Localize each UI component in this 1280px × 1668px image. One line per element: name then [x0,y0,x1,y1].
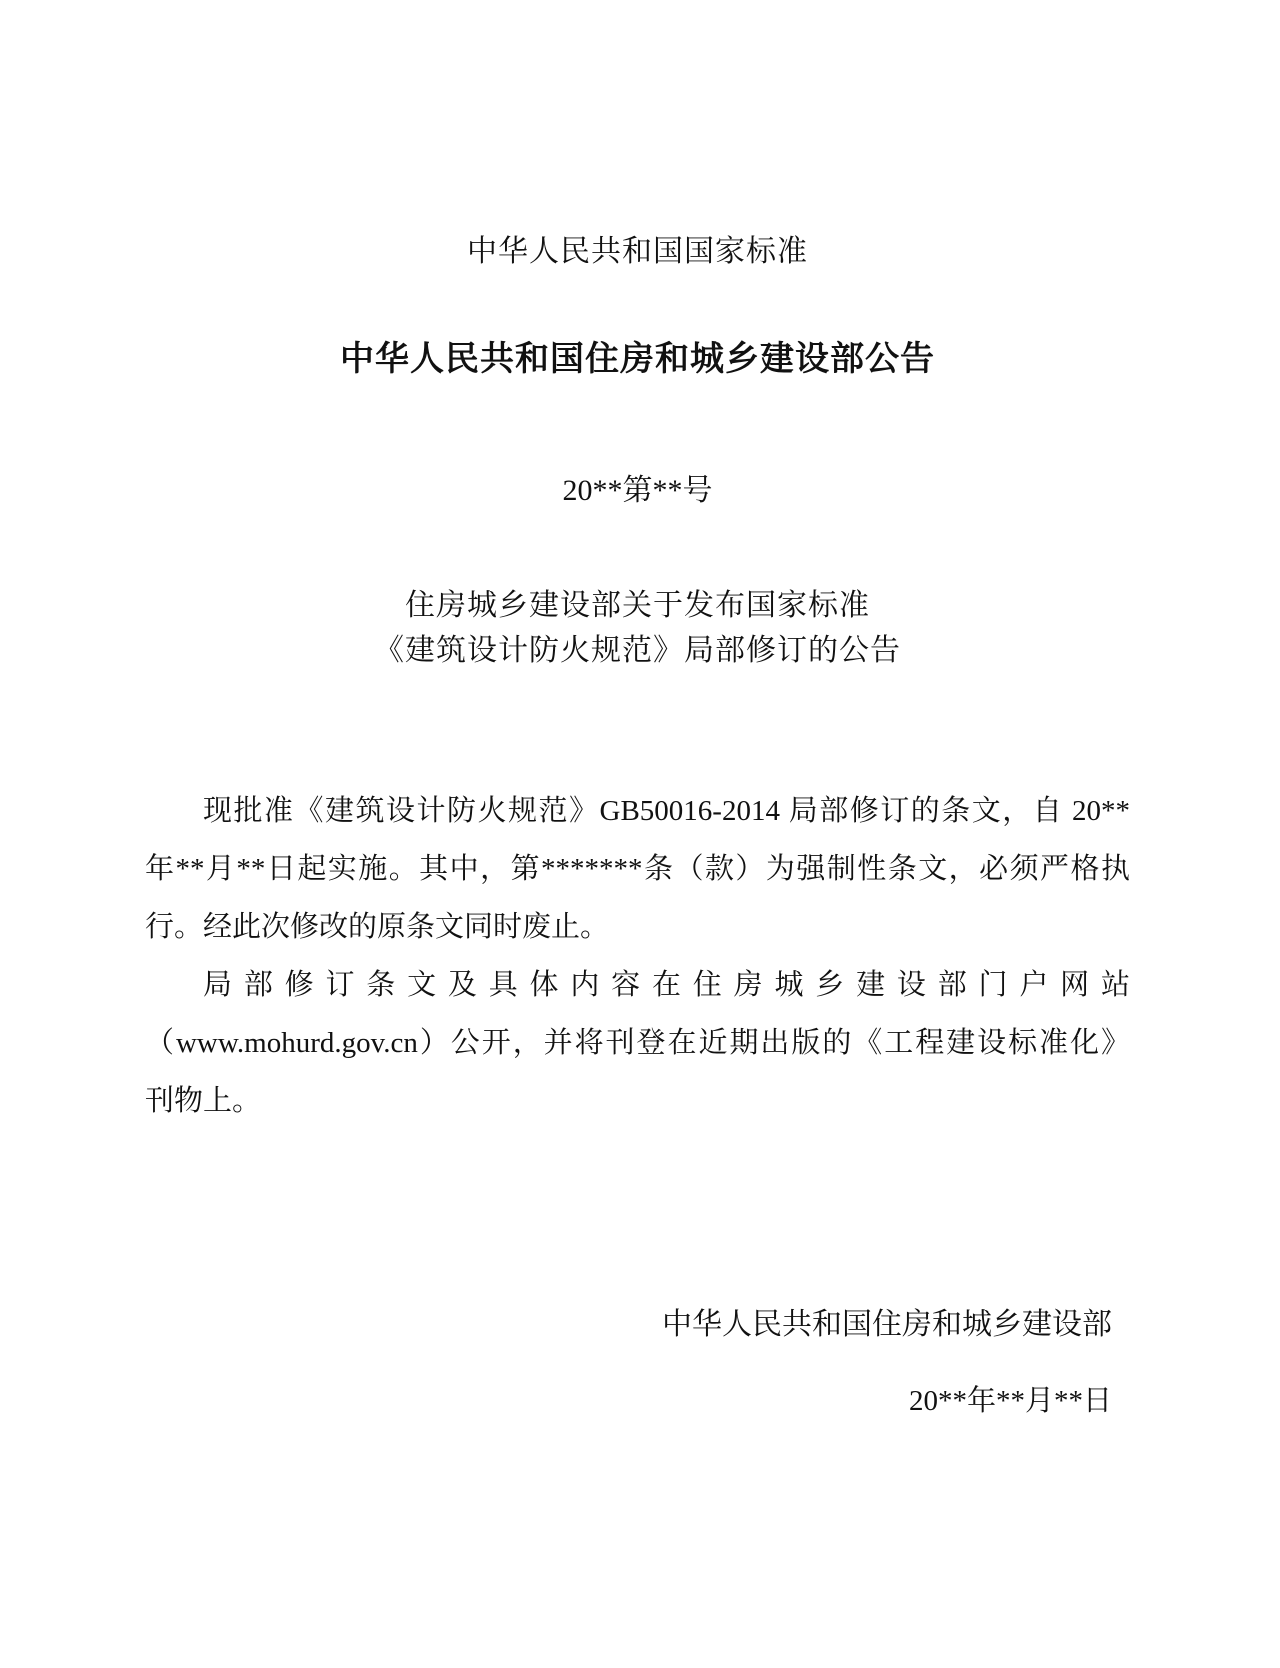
announcement-subtitle [145,583,1130,673]
subtitle-line-2: 《建筑设计防火规范》局部修订的公告 [374,634,901,667]
document-body [145,782,1130,1130]
document-number: 20**第**号 [562,474,713,507]
subtitle-line-1: 住房城乡建设部关于发布国家标准 [405,589,870,622]
standard-superscript: 中华人民共和国国家标准 [467,235,808,268]
body-paragraph-1-line-2: 年**月**日起实施。其中，第*******条（款）为强制性条文，必须严格执 [145,853,1130,885]
body-paragraph-2-line-1: 局部修订条文及具体内容在住房城乡建设部门户网站 [203,969,1130,1001]
issue-date: 20**年**月**日 [908,1385,1112,1417]
body-paragraph-1-line-3: 行。经此次修改的原条文同时废止。 [145,911,610,943]
issuer-signature: 中华人民共和国住房和城乡建设部 [662,1308,1112,1341]
body-paragraph-2-line-2: （www.mohurd.gov.cn）公开，并将刊登在近期出版的《工程建设标准化》 [145,1027,1130,1059]
document-title: 中华人民共和国住房和城乡建设部公告 [340,340,935,378]
body-paragraph-2-line-3: 刊物上。 [145,1085,262,1117]
body-paragraph-1-line-1: 现批准《建筑设计防火规范》GB50016-2014 局部修订的条文，自 20** [203,795,1130,827]
